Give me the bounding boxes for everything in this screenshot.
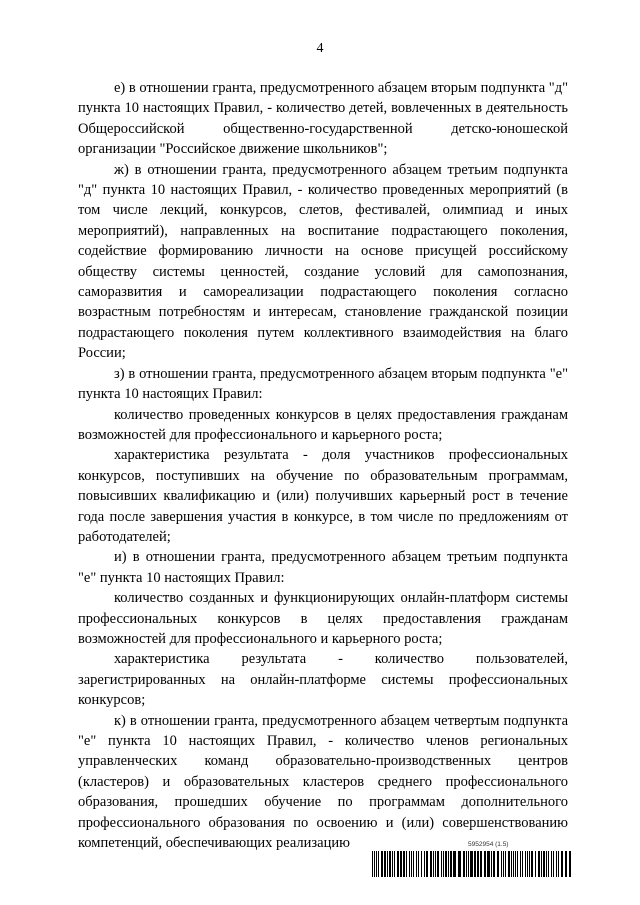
paragraph-i-characteristic: характеристика результата - количество пользователей, зарегистрированных на онлайн-платформе системы профессиональных конкурсов;: [78, 651, 568, 709]
paragraph-e: е) в отношении гранта, предусмотренного абзацем вторым подпункта "д" пункта 10 настоящих Правил, - количество детей, вовлеченных в деятельность Общероссийской общественно-государственной детско-юношеской организации "Российское движение школьников";: [78, 80, 568, 158]
paragraph-k: к) в отношении гранта, предусмотренного абзацем четвертым подпункта "е" пункта 10 настоящих Правил, - количество членов региональных управленческих команд образовательно-производственных центров (кластеров) и образовательных кластеров среднего профессионального образования, прошедших обучение по программам дополнительного профессионального образования по освоению и (или) совершенствованию компетенций, обеспечивающих реализацию: [78, 712, 568, 852]
document-code: 5952954 (1.5): [468, 841, 509, 848]
paragraph-z: з) в отношении гранта, предусмотренного абзацем вторым подпункта "е" пункта 10 настоящих Правил:: [78, 365, 568, 403]
paragraph-i: и) в отношении гранта, предусмотренного абзацем третьим подпункта "е" пункта 10 настоящих Правил:: [78, 549, 568, 586]
paragraph-z-count: количество проведенных конкурсов в целях предоставления гражданам возможностей для профессионального и карьерного роста;: [78, 406, 568, 443]
document-barcode-block: [372, 841, 572, 881]
paragraph-zh: ж) в отношении гранта, предусмотренного абзацем третьим подпункта "д" пункта 10 настоящих Правил, - количество проведенных мероприятий (в том числе лекций, конкурсов, слетов, фестивалей, олимпиад и иных мероприятий), направленных на воспитание подрастающего поколения, содействие формированию личности на основе присущей российскому обществу системы ценностей, создание условий для самопознания, саморазвития и самореализации подрастающего поколения согласно возрастным потребностям и интересам, становление гражданской позиции подрастающего поколения путем коллективного взаимодействия на благо России;: [78, 161, 568, 362]
page-number: 4: [316, 41, 324, 56]
paragraph-z-characteristic: характеристика результата - доля участников профессиональных конкурсов, поступивших на обучение по образовательным программам, повысивших квалификацию и (или) получивших карьерный рост в течение года после завершения участия в конкурсе, в том числе по предложениям от работодателей;: [78, 447, 568, 545]
document-body: [78, 78, 568, 853]
paragraph-i-count: количество созданных и функционирующих онлайн-платформ системы профессиональных конкурсов в целях предоставления гражданам возможностей для профессионального и карьерного роста;: [78, 590, 568, 647]
barcode-icon: [372, 851, 572, 877]
